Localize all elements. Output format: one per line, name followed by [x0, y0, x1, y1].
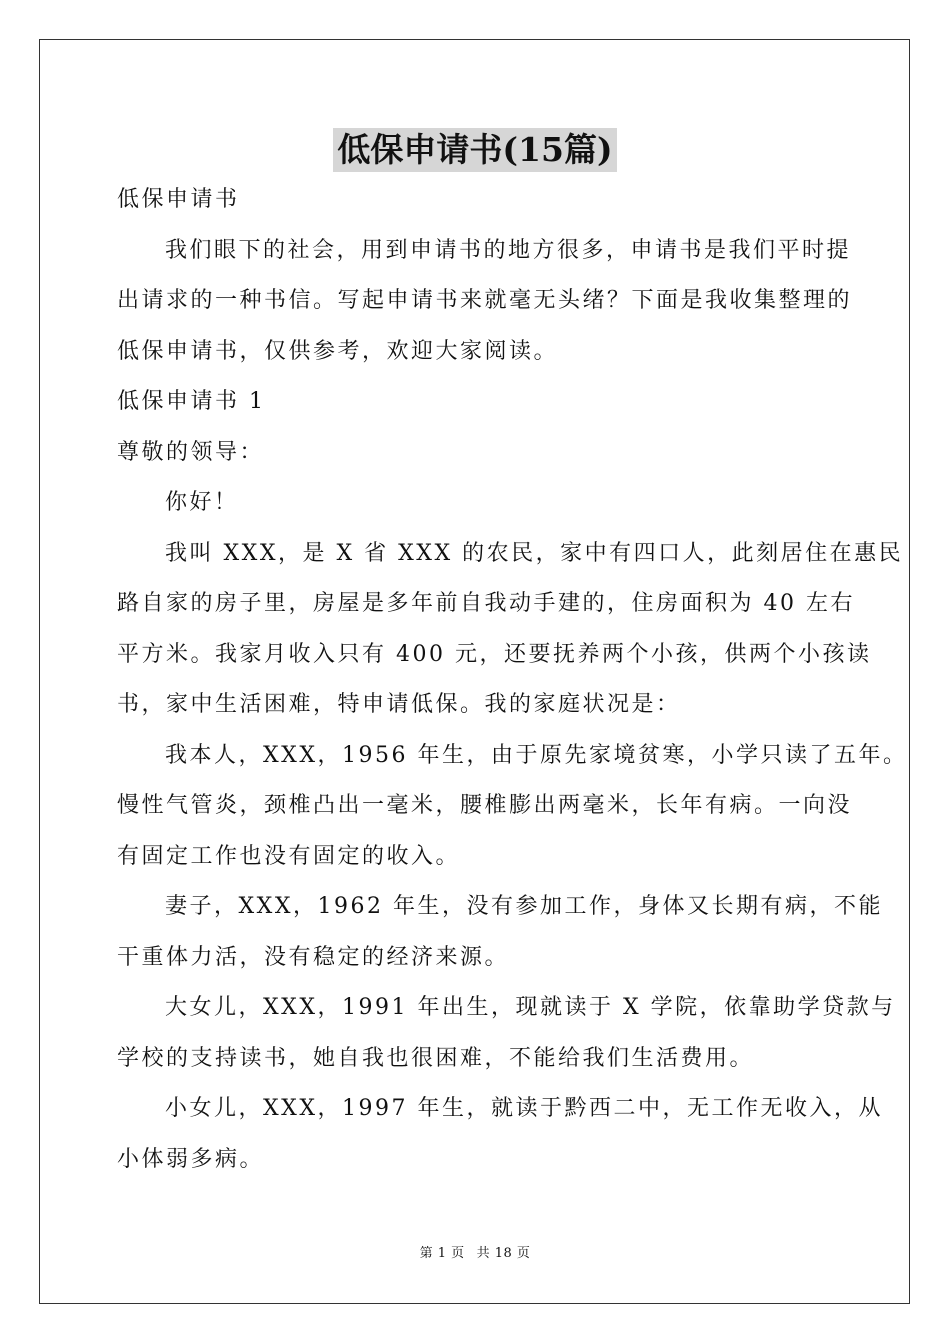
- text-line: 小体弱多病。: [117, 1146, 265, 1172]
- text-line: 慢性气管炎，颈椎凸出一毫米，腰椎膨出两毫米，长年有病。一向没: [117, 793, 853, 818]
- title-wrap: [0, 128, 950, 172]
- text-line: 书，家中生活困难，特申请低保。我的家庭状况是：: [117, 692, 681, 717]
- text-line: 尊敬的领导：: [117, 439, 265, 465]
- text-line: 小女儿，XXX，1997 年生，就读于黔西二中，无工作无收入，从: [165, 1096, 883, 1121]
- text-line: 平方米。我家月收入只有 400 元，还要抚养两个小孩，供两个小孩读: [117, 641, 872, 667]
- text-line: 我叫 XXX，是 X 省 XXX 的农民，家中有四口人，此刻居住在惠民: [165, 540, 904, 566]
- document-title: 低保申请书(15篇): [333, 128, 616, 172]
- page-number: 第 1 页: [419, 1246, 465, 1261]
- text-line: 我们眼下的社会，用到申请书的地方很多，申请书是我们平时提: [165, 237, 852, 263]
- text-line: 大女儿，XXX，1991 年出生，现就读于 X 学院，依靠助学贷款与: [165, 995, 896, 1020]
- text-line: 出请求的一种书信。写起申请书来就毫无头绪？下面是我收集整理的: [117, 288, 853, 313]
- text-line: 低保申请书，仅供参考，欢迎大家阅读。: [117, 338, 559, 364]
- text-line: 干重体力活，没有稳定的经济来源。: [117, 944, 510, 970]
- text-line: 你好！: [165, 490, 239, 515]
- page-total: 共 18 页: [476, 1246, 531, 1261]
- page-footer: [0, 1245, 950, 1263]
- text-line: 我本人，XXX，1956 年生，由于原先家境贫寒，小学只读了五年。: [165, 742, 908, 768]
- text-line: 低保申请书 1: [117, 389, 266, 414]
- document-body: [117, 178, 908, 1188]
- text-line: 学校的支持读书，她自我也很困难，不能给我们生活费用。: [117, 1045, 755, 1071]
- text-line: 路自家的房子里，房屋是多年前自我动手建的，住房面积为 40 左右: [117, 591, 855, 616]
- text-line: 低保申请书: [117, 187, 240, 212]
- text-line: 有固定工作也没有固定的收入。: [117, 843, 461, 869]
- text-line: 妻子，XXX，1962 年生，没有参加工作，身体又长期有病，不能: [165, 894, 883, 919]
